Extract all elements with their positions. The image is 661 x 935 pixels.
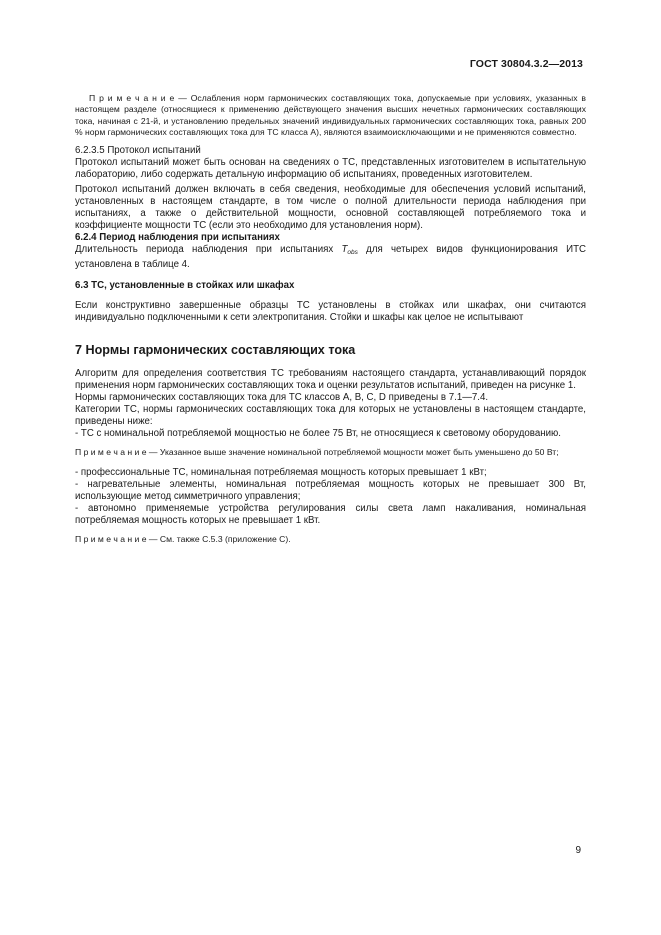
- note-text: — Ослабления норм гармонических составляющих тока, допускаемые при условиях, указанных в настоящем разделе (относящиеся к применению действующего значения высших нечетных гармонических составляющих тока, начиная с 21-й, и установлению предельных значений индивидуальных гармонических составляющих тока, равных 200 % норм гармонических составляющих тока для ТС класса А), являются взаимоисключающими и не применяются совместно.: [75, 93, 586, 138]
- section-7-paragraph-7: - автономно применяемые устройства регулирования силы света ламп накаливания, номинальная потребляемая мощность которых не превышает 1 кВт.: [75, 503, 586, 527]
- symbol-t-subscript: obs: [347, 249, 358, 257]
- section-7-paragraph-2: Нормы гармонических составляющих тока для ТС классов A, B, C, D приведены в 7.1—7.4.: [75, 392, 489, 404]
- note-text: — Указанное выше значение номинальной потребляемой мощности может быть уменьшено до 50 Вт;: [146, 447, 559, 458]
- section-6-3-paragraph: Если конструктивно завершенные образцы ТС установлены в стойках или шкафах, они считаются индивидуально подключенными к сети электропитания. Стойки и шкафы как целое не испытывают: [75, 299, 586, 323]
- note-power-reduction: [75, 447, 586, 458]
- section-6-2-3-5-heading: 6.2.3.5 Протокол испытаний: [75, 144, 201, 156]
- section-7-heading: 7 Нормы гармонических составляющих тока: [75, 342, 356, 357]
- note-label: П р и м е ч а н и е: [75, 447, 147, 458]
- text-fragment: для четырех видов функционирования ИТС установлена в таблице 4.: [75, 244, 586, 271]
- section-6-2-3-5-paragraph-2: Протокол испытаний должен включать в себя сведения, необходимые для обеспечения условий испытаний, установленных в настоящем стандарте, в том числе о полной длительности периода наблюдения при испытаниях, а также о действительной мощности, основной составляющей потребляемого тока и коэффициенте мощности ТС (если это необходимо для установления норм).: [75, 183, 586, 232]
- section-6-3-heading: 6.3 ТС, установленные в стойках или шкафах: [75, 279, 295, 291]
- text-fragment: Длительность периода наблюдения при испытаниях: [75, 244, 342, 256]
- note-label: П р и м е ч а н и е: [75, 534, 147, 545]
- note-label: П р и м е ч а н и е: [89, 93, 175, 103]
- page-number: 9: [575, 845, 581, 856]
- section-6-2-4-paragraph: [75, 244, 586, 271]
- note-attenuation: [75, 93, 586, 139]
- section-7-paragraph-6: - нагревательные элементы, номинальная потребляемая мощность которых не превышает 300 Вт, использующие метод симметричного управления;: [75, 478, 586, 502]
- note-text: — См. также С.5.3 (приложение С).: [146, 534, 291, 545]
- section-6-2-4-heading: 6.2.4 Период наблюдения при испытаниях: [75, 232, 280, 244]
- note-see-also: [75, 534, 586, 545]
- section-7-paragraph-3: Категории ТС, нормы гармонических составляющих тока для которых не установлены в настоящем стандарте, приведены ниже:: [75, 404, 586, 428]
- page-content: [75, 93, 586, 546]
- section-7-paragraph-5: - профессиональные ТС, номинальная потребляемая мощность которых превышает 1 кВт;: [75, 466, 487, 478]
- section-6-2-3-5-paragraph-1: Протокол испытаний может быть основан на сведениях о ТС, представленных изготовителем в испытательную лабораторию, либо содержать детальную информацию об испытаниях, проведенных изготовителем.: [75, 156, 586, 180]
- document-code-header: ГОСТ 30804.3.2—2013: [469, 58, 583, 70]
- symbol-t: T: [341, 244, 348, 256]
- section-7-paragraph-1: Алгоритм для определения соответствия ТС требованиям настоящего стандарта, устанавливающий порядок применения норм гармонических составляющих тока и оценки результатов испытаний, приведен на рисунке 1.: [75, 367, 586, 391]
- section-7-paragraph-4: - ТС с номинальной потребляемой мощностью не более 75 Вт, не относящиеся к световому оборудованию.: [75, 428, 561, 440]
